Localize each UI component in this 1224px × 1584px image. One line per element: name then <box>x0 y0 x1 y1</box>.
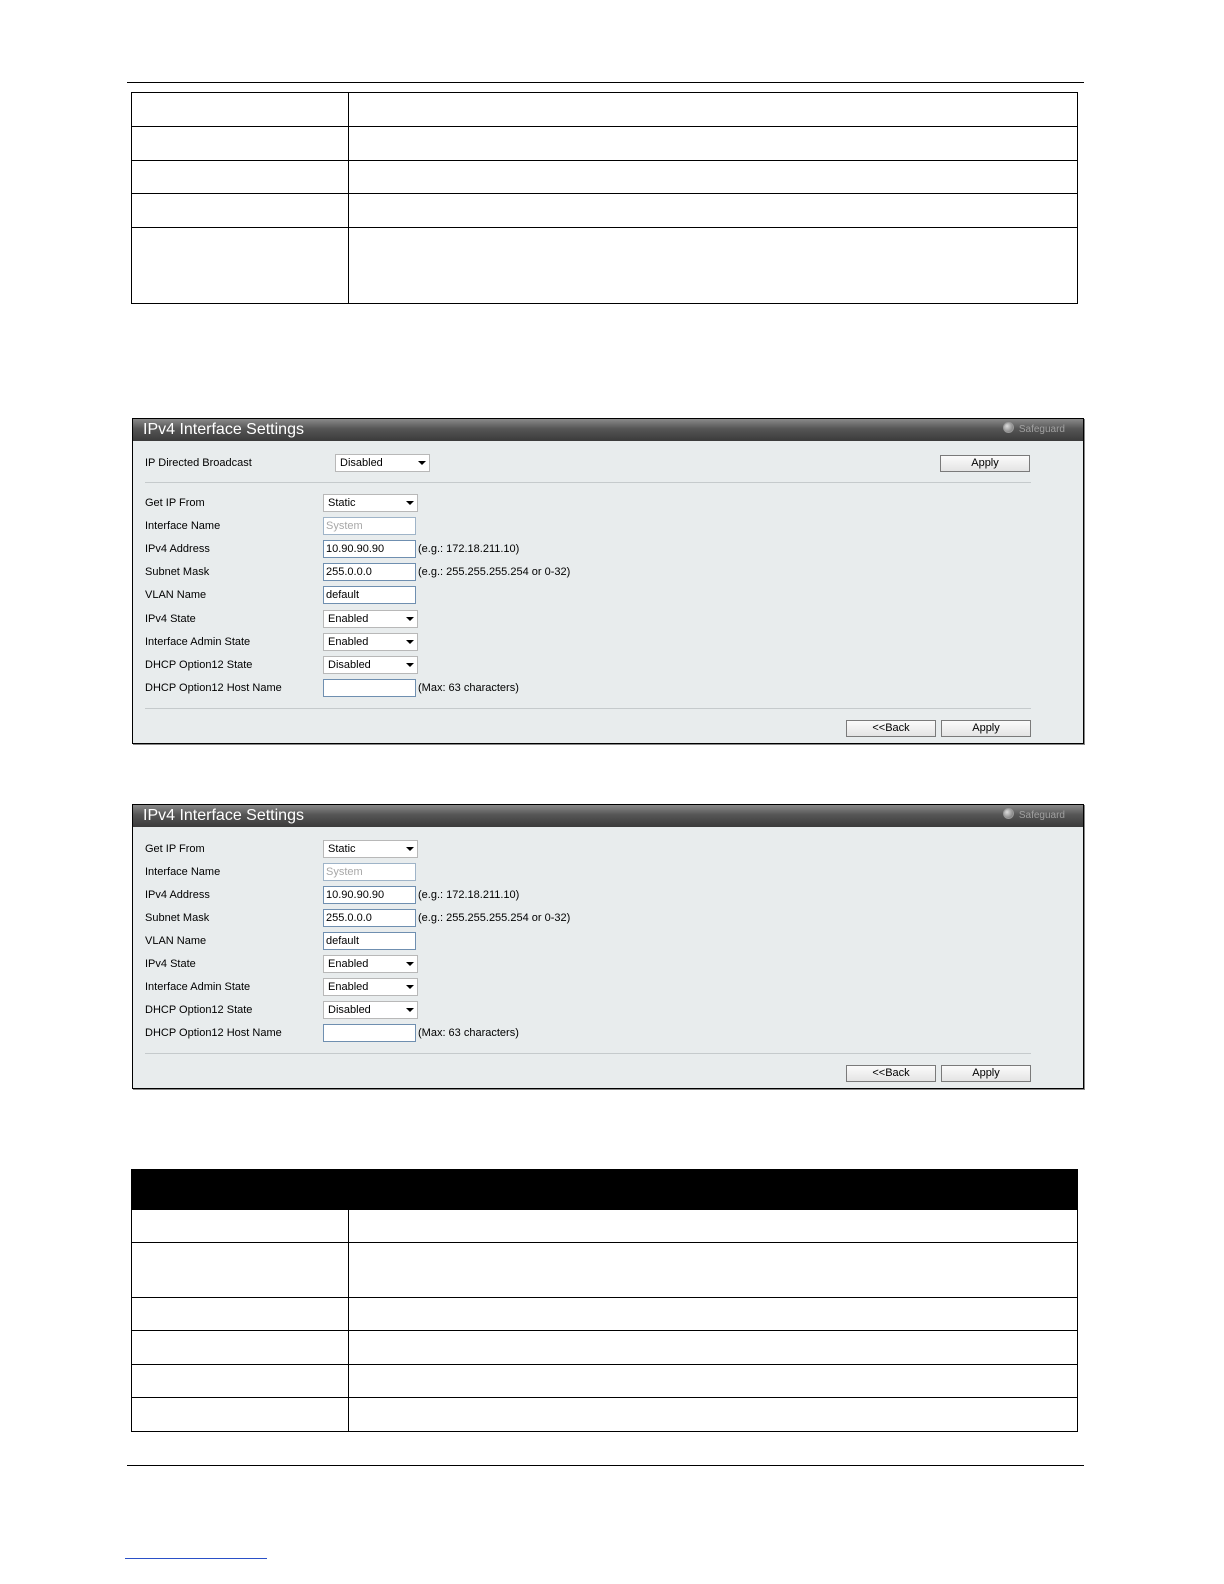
subnet-mask-input[interactable]: 255.0.0.0 <box>323 909 416 927</box>
field-label: DHCP Option12 Host Name <box>145 1027 282 1039</box>
select-value: Disabled <box>328 1004 371 1016</box>
select-value: Disabled <box>328 659 371 671</box>
apply-button[interactable]: Apply <box>941 720 1031 737</box>
bottom-parameter-table <box>131 1169 1078 1432</box>
interface-name-row <box>145 863 1045 881</box>
divider <box>145 482 1031 483</box>
footer-link-underline <box>125 1558 267 1559</box>
field-label: Subnet Mask <box>145 912 210 924</box>
field-label: Interface Admin State <box>145 636 251 648</box>
dhcp-option12-state-row <box>145 656 1045 674</box>
field-hint: (e.g.: 255.255.255.254 or 0-32) <box>418 912 571 924</box>
back-button[interactable]: <<Back <box>846 720 936 737</box>
safeguard-label: Safeguard <box>1018 810 1065 821</box>
table-cell <box>132 161 349 194</box>
table-cell <box>349 161 1078 194</box>
table-header-cell <box>132 1170 349 1210</box>
field-label: DHCP Option12 Host Name <box>145 682 282 694</box>
field-hint: (e.g.: 172.18.211.10) <box>418 543 520 555</box>
safeguard-indicator <box>1003 805 1065 827</box>
field-label: Get IP From <box>145 497 205 509</box>
chevron-down-icon <box>406 501 414 505</box>
select-value: Enabled <box>328 636 369 648</box>
chevron-down-icon <box>406 985 414 989</box>
admin-state-select[interactable] <box>323 633 418 651</box>
header-rule <box>127 82 1084 83</box>
field-label: VLAN Name <box>145 935 207 947</box>
directed-broadcast-row <box>145 454 1045 472</box>
ipv4-address-input[interactable]: 10.90.90.90 <box>323 540 416 558</box>
panel-header <box>133 419 1083 441</box>
field-label: IPv4 State <box>145 958 196 970</box>
table-header-cell <box>349 1170 1078 1210</box>
ipv4-address-row <box>145 886 1045 904</box>
select-value: Static <box>328 843 356 855</box>
table-cell <box>132 127 349 161</box>
safeguard-icon <box>1003 422 1014 433</box>
subnet-mask-input[interactable]: 255.0.0.0 <box>323 563 416 581</box>
field-label: IPv4 State <box>145 613 196 625</box>
safeguard-indicator <box>1003 419 1065 441</box>
directed-broadcast-select[interactable] <box>335 454 430 472</box>
table-cell <box>132 1210 349 1243</box>
vlan-name-row <box>145 932 1045 950</box>
get-ip-from-select[interactable] <box>323 494 418 512</box>
chevron-down-icon <box>406 663 414 667</box>
get-ip-from-row <box>145 494 1045 512</box>
vlan-name-row <box>145 586 1045 604</box>
interface-name-input: System <box>323 517 416 535</box>
panel-title: IPv4 Interface Settings <box>143 807 304 824</box>
select-value: Disabled <box>340 457 383 469</box>
table-cell <box>349 1331 1078 1365</box>
apply-directed-broadcast-button[interactable]: Apply <box>940 455 1030 472</box>
table-cell <box>349 127 1078 161</box>
dhcp-option12-state-select[interactable] <box>323 1001 418 1019</box>
table-cell <box>132 1243 349 1298</box>
panel-header <box>133 805 1083 827</box>
field-hint: (e.g.: 255.255.255.254 or 0-32) <box>418 566 571 578</box>
table-cell <box>132 1365 349 1398</box>
table-cell <box>349 1243 1078 1298</box>
chevron-down-icon <box>406 847 414 851</box>
dhcp-option12-host-input[interactable] <box>323 679 416 697</box>
table-cell <box>349 1298 1078 1331</box>
admin-state-select[interactable] <box>323 978 418 996</box>
dhcp-option12-host-row <box>145 679 1045 697</box>
dhcp-option12-state-row <box>145 1001 1045 1019</box>
dhcp-option12-host-row <box>145 1024 1045 1042</box>
ipv4-state-select[interactable] <box>323 955 418 973</box>
top-parameter-table <box>131 92 1078 304</box>
dhcp-option12-state-select[interactable] <box>323 656 418 674</box>
footer-rule <box>127 1465 1084 1466</box>
field-label: Interface Admin State <box>145 981 251 993</box>
divider <box>145 1053 1031 1054</box>
admin-state-row <box>145 633 1045 651</box>
safeguard-icon <box>1003 808 1014 819</box>
field-label: Interface Name <box>145 520 221 532</box>
select-value: Enabled <box>328 981 369 993</box>
field-label: Subnet Mask <box>145 566 210 578</box>
safeguard-label: Safeguard <box>1018 424 1065 435</box>
get-ip-from-select[interactable] <box>323 840 418 858</box>
divider <box>145 708 1031 709</box>
field-label: IP Directed Broadcast <box>145 457 252 469</box>
table-cell <box>132 93 349 127</box>
table-cell <box>349 228 1078 304</box>
vlan-name-input[interactable]: default <box>323 586 416 604</box>
ipv4-interface-settings-panel-1 <box>132 418 1084 744</box>
field-label: Interface Name <box>145 866 221 878</box>
field-hint: (Max: 63 characters) <box>418 1027 519 1039</box>
chevron-down-icon <box>406 640 414 644</box>
select-value: Enabled <box>328 613 369 625</box>
field-hint: (Max: 63 characters) <box>418 682 519 694</box>
table-cell <box>349 194 1078 228</box>
ipv4-address-row <box>145 540 1045 558</box>
select-value: Enabled <box>328 958 369 970</box>
back-button[interactable]: <<Back <box>846 1065 936 1082</box>
chevron-down-icon <box>406 962 414 966</box>
ipv4-state-select[interactable] <box>323 610 418 628</box>
interface-name-input: System <box>323 863 416 881</box>
field-label: Get IP From <box>145 843 205 855</box>
subnet-mask-row <box>145 909 1045 927</box>
table-cell <box>349 1365 1078 1398</box>
ipv4-interface-settings-panel-2 <box>132 804 1084 1089</box>
field-label: IPv4 Address <box>145 543 210 555</box>
field-label: IPv4 Address <box>145 889 210 901</box>
admin-state-row <box>145 978 1045 996</box>
dhcp-option12-host-input[interactable] <box>323 1024 416 1042</box>
vlan-name-input[interactable]: default <box>323 932 416 950</box>
apply-button[interactable]: Apply <box>941 1065 1031 1082</box>
subnet-mask-row <box>145 563 1045 581</box>
ipv4-address-input[interactable]: 10.90.90.90 <box>323 886 416 904</box>
table-cell <box>349 93 1078 127</box>
field-label: VLAN Name <box>145 589 207 601</box>
table-cell <box>132 1298 349 1331</box>
ipv4-state-row <box>145 610 1045 628</box>
ipv4-state-row <box>145 955 1045 973</box>
table-cell <box>132 194 349 228</box>
chevron-down-icon <box>406 617 414 621</box>
interface-name-row <box>145 517 1045 535</box>
panel-title: IPv4 Interface Settings <box>143 421 304 438</box>
field-label: DHCP Option12 State <box>145 1004 253 1016</box>
table-cell <box>132 1398 349 1432</box>
chevron-down-icon <box>406 1008 414 1012</box>
chevron-down-icon <box>418 461 426 465</box>
table-cell <box>349 1210 1078 1243</box>
select-value: Static <box>328 497 356 509</box>
table-cell <box>132 228 349 304</box>
field-label: DHCP Option12 State <box>145 659 253 671</box>
field-hint: (e.g.: 172.18.211.10) <box>418 889 520 901</box>
get-ip-from-row <box>145 840 1045 858</box>
table-cell <box>349 1398 1078 1432</box>
table-cell <box>132 1331 349 1365</box>
